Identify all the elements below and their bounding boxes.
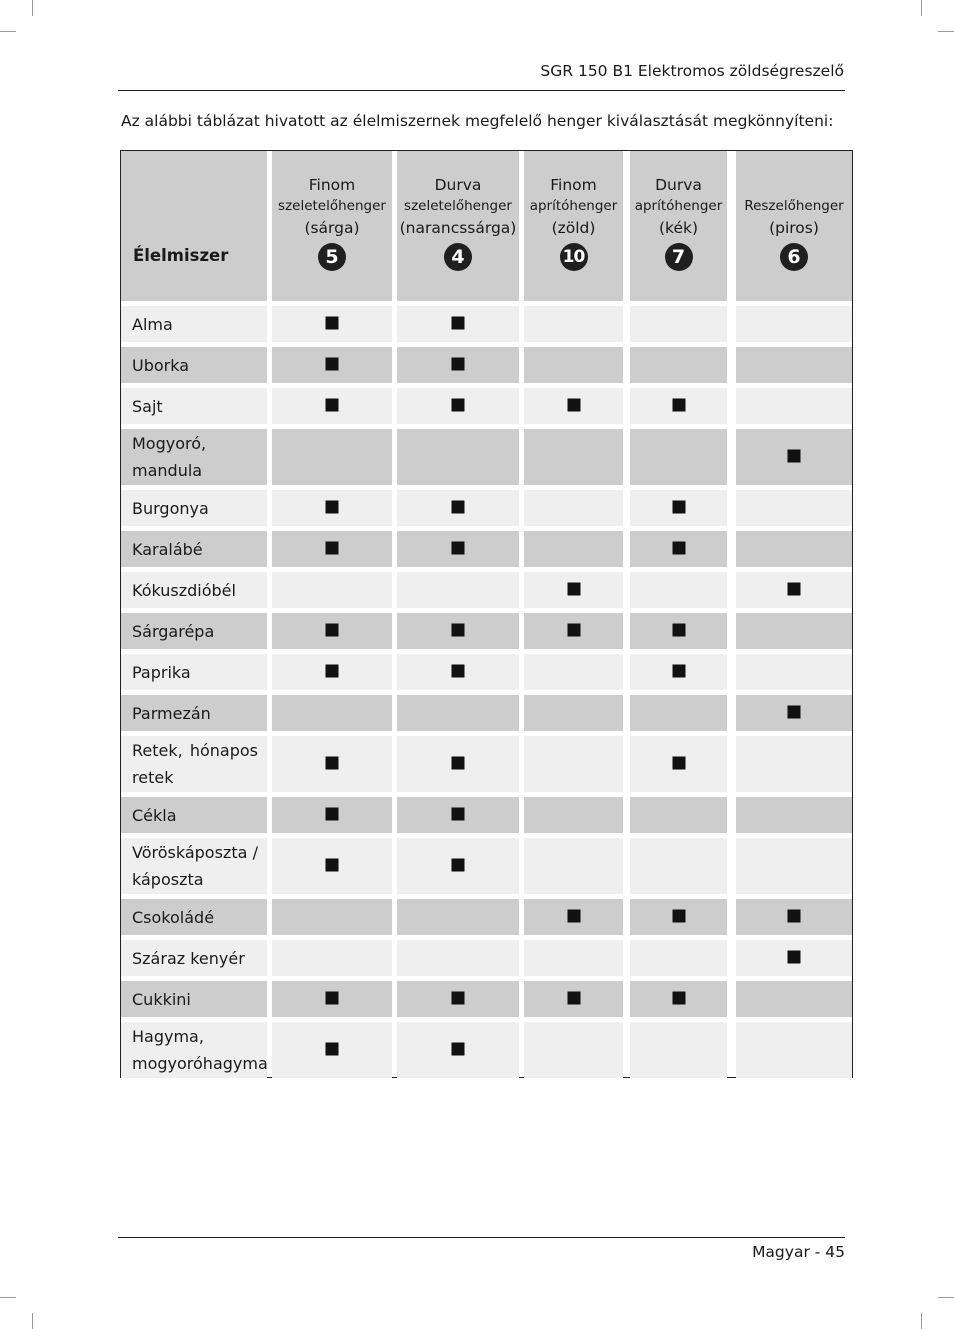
check-mark-square [672,665,685,678]
table-cell [524,654,623,690]
check-mark-square [452,399,465,412]
check-mark-square [326,859,339,872]
check-mark-square [672,624,685,637]
row-label-text: Burgonya [132,498,209,518]
table-cell [736,1022,852,1078]
check-mark-square [672,501,685,514]
table-cell [736,347,852,383]
check-mark-square [672,992,685,1005]
header-rule [118,90,845,91]
roller-type: szeletelőhenger [404,198,512,214]
table-row-label [121,347,267,383]
roller-type: aprítóhenger [529,198,618,214]
row-label-line: Mogyoró, [132,434,207,453]
table-cell [630,572,727,608]
check-mark-square [567,624,580,637]
row-label-line: Vöröskáposzta / [132,843,258,862]
row-label-line: mogyoróhagyma [132,1054,268,1073]
check-mark-square [452,624,465,637]
table-cell [524,695,623,731]
roller-fineness: Durva [434,176,482,194]
roller-fineness: Finom [550,176,597,194]
table-cell [736,654,852,690]
check-mark-square [672,757,685,770]
check-mark-square [788,951,801,964]
crop-mark [921,0,922,16]
table-cell [630,940,727,976]
table-cell [524,797,623,833]
roller-type: szeletelőhenger [278,198,386,214]
row-label-line: retek [132,768,174,787]
column-header-roller [397,151,519,301]
row-label-text: Sárgarépa [132,621,215,641]
roller-color: (kék) [658,219,699,237]
table-cell [736,306,852,342]
table-cell [630,347,727,383]
row-label-text: Alma [132,314,173,334]
check-mark-square [452,1043,465,1056]
check-mark-square [326,757,339,770]
table-cell [524,306,623,342]
row-label-text: Száraz kenyér [132,948,245,968]
row-label-text: Kókuszdióbél [132,580,236,600]
roller-color: (zöld) [551,219,596,237]
table-row-label [121,654,267,690]
table-row-label [121,838,267,894]
table-row-label [121,981,267,1017]
row-label-text: Sajt [132,396,163,416]
roller-number-badge: 5 [318,243,346,271]
table-cell [397,572,519,608]
check-mark-square [326,358,339,371]
table-cell [397,940,519,976]
selection-table [120,150,853,1078]
table-row-label [121,736,267,792]
check-mark-square [788,450,801,463]
roller-number-badge: 6 [780,243,808,271]
table-row-label [121,797,267,833]
roller-number-badge: 4 [444,243,472,271]
table-cell [397,899,519,935]
table-cell [630,1022,727,1078]
table-row-label [121,613,267,649]
check-mark-square [452,808,465,821]
intro-paragraph: Az alábbi táblázat hivatott az élelmiszernek megfelelő henger kiválasztását megkönnyíteni: [121,112,834,130]
check-mark-square [326,501,339,514]
check-mark-square [326,808,339,821]
row-label-text: Uborka [132,355,190,375]
table-row-label [121,388,267,424]
check-mark-square [452,859,465,872]
check-mark-square [326,542,339,555]
check-mark-square [326,399,339,412]
table-cell [630,838,727,894]
check-mark-square [452,665,465,678]
row-label-text: Paprika [132,662,191,682]
check-mark-square [567,583,580,596]
table-cell [524,940,623,976]
roller-color: (narancssárga) [399,219,517,237]
check-mark-square [567,910,580,923]
table-cell [736,797,852,833]
table-cell [524,429,623,485]
row-label-line: mandula [132,461,203,480]
check-mark-square [452,501,465,514]
table-cell [524,736,623,792]
row-label-line: Retek, hónapos [132,741,258,760]
table-cell [524,1022,623,1078]
roller-fineness: Finom [308,176,356,194]
table-cell [272,429,392,485]
check-mark-square [326,665,339,678]
check-mark-square [452,992,465,1005]
check-mark-square [452,358,465,371]
table-cell [272,899,392,935]
table-row-label [121,572,267,608]
row-label-text: Csokoládé [132,907,215,927]
table-cell [397,429,519,485]
table-cell [524,838,623,894]
check-mark-square [567,992,580,1005]
table-cell [736,981,852,1017]
crop-mark [938,1297,954,1298]
roller-type: Reszelőhenger [744,198,844,214]
check-mark-square [788,706,801,719]
table-row-label [121,531,267,567]
table-row-label [121,940,267,976]
check-mark-square [326,317,339,330]
check-mark-square [567,399,580,412]
footer-rule [118,1237,845,1238]
check-mark-square [452,542,465,555]
table-cell [524,490,623,526]
column-header-food: Élelmiszer [121,151,267,301]
check-mark-square [326,992,339,1005]
check-mark-square [672,910,685,923]
check-mark-square [672,399,685,412]
table-cell [630,429,727,485]
column-header-roller [272,151,392,301]
roller-color: (piros) [769,219,819,237]
table-row-label [121,490,267,526]
table-cell [736,736,852,792]
table-cell [524,347,623,383]
table-cell [736,531,852,567]
table-row-label [121,429,267,485]
table-row-label [121,306,267,342]
roller-number-badge: 7 [665,243,693,271]
crop-mark [938,31,954,32]
table-cell [736,838,852,894]
row-label-text: Karalábé [132,539,203,559]
table-cell [736,613,852,649]
check-mark-square [452,757,465,770]
column-header-roller [630,151,727,301]
table-cell [630,695,727,731]
row-label-text: Cukkini [132,989,191,1009]
check-mark-square [326,624,339,637]
table-row-label [121,695,267,731]
table-cell [736,490,852,526]
table-cell [272,695,392,731]
table-cell [397,695,519,731]
table-cell [524,531,623,567]
page-footer: Magyar - 45 [752,1243,845,1261]
check-mark-square [326,1043,339,1056]
roller-type: aprítóhenger [634,198,723,214]
roller-color: (sárga) [304,219,360,237]
crop-mark [921,1313,922,1329]
check-mark-square [452,317,465,330]
table-cell [272,572,392,608]
roller-fineness: Durva [655,176,702,194]
table-cell [630,306,727,342]
table-cell [736,388,852,424]
column-header-roller [524,151,623,301]
check-mark-square [788,583,801,596]
row-label-text: Cékla [132,805,177,825]
crop-mark [0,31,16,32]
check-mark-square [672,542,685,555]
roller-number-badge: 10 [560,243,588,271]
running-header: SGR 150 B1 Elektromos zöldségreszelő [540,62,844,80]
column-header-roller [736,151,852,301]
table-row-label [121,899,267,935]
crop-mark [32,0,33,16]
check-mark-square [788,910,801,923]
row-label-line: Hagyma, [132,1027,204,1046]
table-cell [630,797,727,833]
table-cell [272,940,392,976]
table-row-label [121,1022,267,1078]
row-label-text: Parmezán [132,703,211,723]
row-label-line: káposzta [132,870,204,889]
crop-mark [32,1313,33,1329]
crop-mark [0,1297,16,1298]
